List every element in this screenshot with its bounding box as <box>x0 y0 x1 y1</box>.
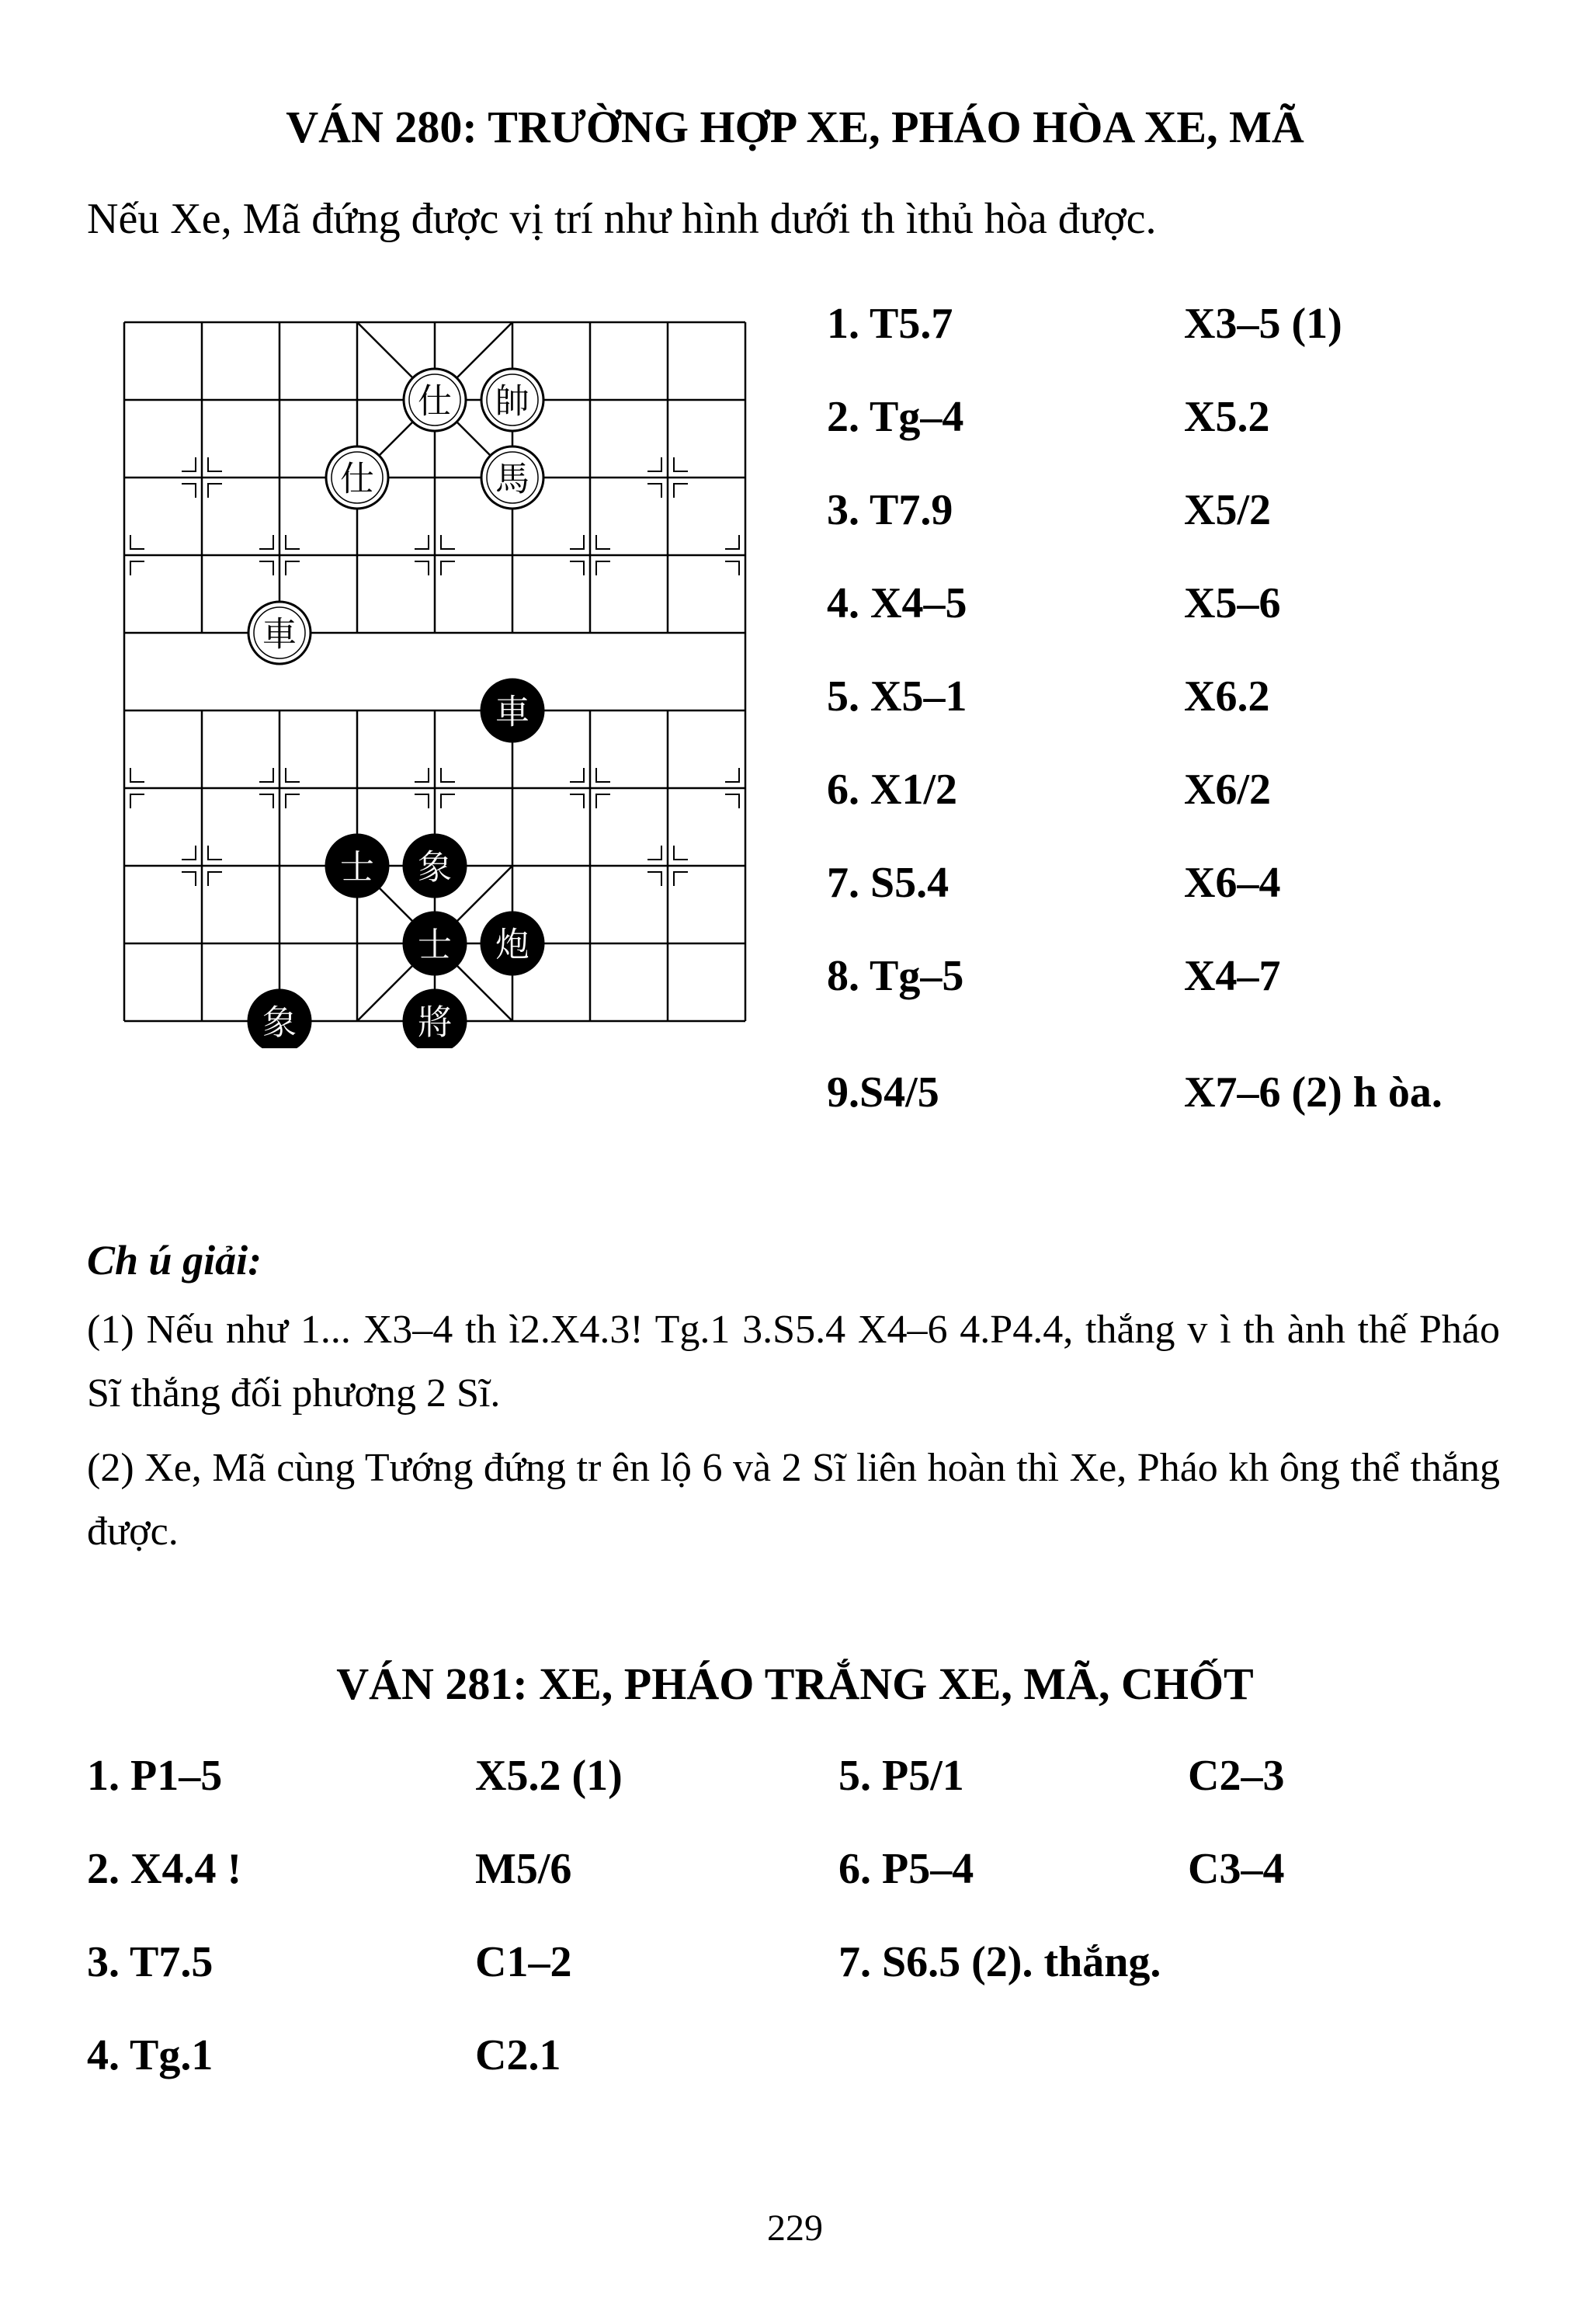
move-white-2: 2. Tg–4 <box>827 393 964 441</box>
move-white-6: 6. X1/2 <box>827 766 957 814</box>
position-marker <box>674 846 688 860</box>
move-black-6: C3–4 <box>1188 1845 1285 1893</box>
black-cannon-icon <box>481 912 543 974</box>
move-white-7: 7. S5.4 <box>827 859 949 907</box>
move-white-3: 3. T7.9 <box>827 486 953 534</box>
position-marker <box>130 768 144 782</box>
move-black-4: X5–6 <box>1184 579 1281 627</box>
position-marker <box>441 535 455 549</box>
move-white-2: 2. X4.4 ! <box>87 1845 242 1893</box>
position-marker <box>570 561 584 575</box>
move-white-5: 5. P5/1 <box>838 1752 964 1800</box>
piece-label: 車 <box>495 692 529 732</box>
move-black-3: C1–2 <box>475 1938 572 1986</box>
move-white-7: 7. S6.5 (2). thắng. <box>838 1938 1161 1986</box>
position-marker <box>647 457 661 471</box>
position-marker <box>441 561 455 575</box>
position-marker <box>441 768 455 782</box>
note-2: (2) Xe, Mã cùng Tướng đứng tr ên lộ 6 và 2 Sĩ liên hoàn thì Xe, Pháo kh ông thể thắng được. <box>87 1446 1500 1554</box>
piece-label: 象 <box>418 847 452 888</box>
black-advisor-icon <box>326 835 388 897</box>
piece-label: 帥 <box>495 381 529 422</box>
piece-label: 仕 <box>418 381 452 422</box>
position-marker <box>130 794 144 808</box>
move-white-1: 1. P1–5 <box>87 1752 223 1800</box>
position-marker <box>674 484 688 498</box>
position-marker <box>286 794 300 808</box>
position-marker <box>570 768 584 782</box>
position-marker <box>725 794 739 808</box>
position-marker <box>259 561 273 575</box>
position-marker <box>725 535 739 549</box>
move-black-4: C2.1 <box>475 2031 561 2079</box>
white-general-icon <box>481 369 543 431</box>
notes-heading: Ch ú giải: <box>87 1237 262 1284</box>
position-marker <box>415 535 429 549</box>
section-title-280: VÁN 280: TRƯỜNG HỢP XE, PHÁO HÒA XE, MÃ <box>286 102 1304 152</box>
move-white-4: 4. X4–5 <box>827 579 967 627</box>
intro-text: Nếu Xe, Mã đứng được vị trí như hình dưới th ìthủ hòa được. <box>87 195 1157 243</box>
white-advisor-icon <box>326 446 388 509</box>
piece-label: 士 <box>340 847 374 888</box>
move-black-9: X7–6 (2) h òa. <box>1184 1068 1442 1117</box>
move-black-2: M5/6 <box>475 1845 572 1893</box>
move-black-1: X5.2 (1) <box>475 1752 623 1800</box>
position-marker <box>570 794 584 808</box>
position-marker <box>259 768 273 782</box>
move-black-2: X5.2 <box>1184 393 1270 441</box>
move-black-5: X6.2 <box>1184 672 1270 721</box>
position-marker <box>182 846 196 860</box>
note-1: (1) Nếu như 1... X3–4 th ì2.X4.3! Tg.1 3.S5.4 X4–6 4.P4.4, thắng v ì th ành thế Pháo Sĩ thắng đối phương 2 Sĩ. <box>87 1308 1500 1416</box>
position-marker <box>286 561 300 575</box>
move-black-5: C2–3 <box>1188 1752 1285 1800</box>
position-marker <box>596 768 610 782</box>
position-marker <box>208 484 222 498</box>
move-white-9: 9.S4/5 <box>827 1068 939 1117</box>
position-marker <box>130 561 144 575</box>
position-marker <box>182 872 196 886</box>
move-white-5: 5. X5–1 <box>827 672 967 721</box>
black-advisor-icon <box>404 912 466 974</box>
section-title-281: VÁN 281: XE, PHÁO TRẮNG XE, MÃ, CHỐT <box>336 1659 1254 1709</box>
black-general-icon <box>404 990 466 1048</box>
piece-label: 車 <box>262 614 297 655</box>
position-marker <box>647 846 661 860</box>
position-marker <box>208 846 222 860</box>
position-marker <box>674 872 688 886</box>
piece-label: 將 <box>418 1002 452 1043</box>
move-black-3: X5/2 <box>1184 486 1271 534</box>
position-marker <box>182 484 196 498</box>
move-white-6: 6. P5–4 <box>838 1845 974 1893</box>
xiangqi-board <box>101 303 784 1048</box>
position-marker <box>182 457 196 471</box>
position-marker <box>130 535 144 549</box>
position-marker <box>415 768 429 782</box>
position-marker <box>596 561 610 575</box>
position-marker <box>596 535 610 549</box>
position-marker <box>208 872 222 886</box>
position-marker <box>441 794 455 808</box>
piece-label: 炮 <box>495 925 529 965</box>
move-white-4: 4. Tg.1 <box>87 2031 214 2079</box>
move-black-8: X4–7 <box>1184 952 1281 1000</box>
piece-label: 象 <box>262 1002 297 1043</box>
black-elephant-icon <box>248 990 311 1048</box>
position-marker <box>286 768 300 782</box>
position-marker <box>674 457 688 471</box>
position-marker <box>647 872 661 886</box>
position-marker <box>725 768 739 782</box>
page-number: 229 <box>767 2208 823 2249</box>
white-advisor-icon <box>404 369 466 431</box>
move-black-7: X6–4 <box>1184 859 1281 907</box>
piece-label: 士 <box>418 925 452 965</box>
position-marker <box>286 535 300 549</box>
position-marker <box>208 457 222 471</box>
move-black-1: X3–5 (1) <box>1184 300 1342 348</box>
position-marker <box>725 561 739 575</box>
position-marker <box>570 535 584 549</box>
white-chariot-icon <box>248 602 311 664</box>
position-marker <box>415 561 429 575</box>
position-marker <box>415 794 429 808</box>
position-marker <box>259 535 273 549</box>
move-white-8: 8. Tg–5 <box>827 952 964 1000</box>
position-marker <box>647 484 661 498</box>
move-white-1: 1. T5.7 <box>827 300 953 348</box>
move-black-6: X6/2 <box>1184 766 1271 814</box>
white-horse-icon <box>481 446 543 509</box>
black-elephant-icon <box>404 835 466 897</box>
piece-label: 馬 <box>495 459 529 499</box>
position-marker <box>259 794 273 808</box>
position-marker <box>596 794 610 808</box>
piece-label: 仕 <box>340 459 374 499</box>
black-chariot-icon <box>481 679 543 742</box>
move-white-3: 3. T7.5 <box>87 1938 214 1986</box>
